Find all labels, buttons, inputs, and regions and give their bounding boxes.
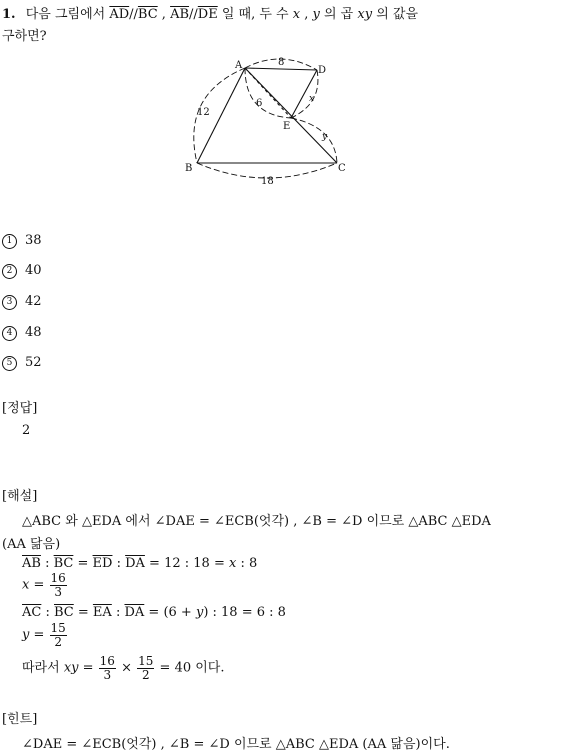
fraction-numerator: 16 (99, 654, 115, 668)
text-run: 의 곱 (319, 7, 358, 22)
choice-mark: 4 (2, 326, 17, 341)
fraction-denominator: 3 (103, 667, 112, 682)
answer-header: [정답] (2, 401, 38, 416)
segment-name: $\overline{AC}$ (22, 605, 42, 620)
hint-text: ∠DAE = ∠ECB(엇각) , ∠B = ∠D 이므로 △ABC △EDA (AA 닮음)이다. (22, 737, 450, 752)
choice-value: 38 (25, 233, 42, 248)
var-x: x (22, 577, 30, 593)
conclusion-suffix: = 40 이다. (155, 660, 225, 676)
conclusion-prefix: 따라서 (22, 660, 64, 676)
choice-mark: 1 (2, 234, 17, 249)
segment-name: $\overline{DA}$ (125, 556, 145, 571)
choice-2[interactable] (2, 263, 42, 279)
equals: = (78, 660, 98, 676)
times-sign: × (116, 660, 137, 676)
segment-name: $\overline{AD}$ (109, 7, 130, 22)
choice-value: 40 (25, 263, 42, 278)
text-run: : 8 (236, 556, 258, 571)
equals: = (29, 577, 49, 593)
geometry-figure (175, 55, 360, 185)
choice-value: 48 (25, 325, 42, 340)
segment-name: $\overline{AB}$ (170, 7, 190, 22)
text-run: : (41, 605, 54, 620)
explanation-conclusion (22, 655, 225, 681)
choice-mark: 2 (2, 264, 17, 279)
segment-name: $\overline{BC}$ (54, 605, 74, 620)
label-e: E (283, 121, 291, 132)
text-run: 의 값을 (372, 7, 419, 22)
text-run: 일 때, 두 수 (217, 7, 293, 22)
var-y: y (22, 627, 30, 643)
text-run: // (189, 7, 198, 22)
fraction-denominator: 2 (141, 667, 150, 682)
length-ae: 6 (256, 98, 263, 109)
fraction-x (50, 572, 67, 598)
explanation-header: [해설] (2, 489, 38, 504)
fraction-16-3 (99, 655, 116, 681)
choice-3[interactable] (2, 294, 42, 310)
length-ad: 8 (278, 57, 285, 68)
segment-name: $\overline{AB}$ (22, 556, 41, 571)
explanation-ratio-1 (22, 556, 257, 571)
var-xy: xy (63, 660, 79, 676)
text-run: = (73, 556, 93, 571)
choice-mark: 3 (2, 295, 17, 310)
segment-name: $\overline{EA}$ (92, 605, 112, 620)
text-run: , (300, 7, 313, 22)
fraction-15-2 (137, 655, 154, 681)
explanation-y-value (22, 622, 68, 648)
choice-value: 52 (25, 355, 42, 370)
explanation-x-value (22, 572, 68, 598)
explanation-line-1b: (AA 닮음) (2, 537, 61, 552)
segment-name: $\overline{BC}$ (53, 556, 74, 571)
segment-ad (245, 68, 317, 70)
question-text (26, 7, 418, 22)
label-a: A (235, 60, 243, 71)
label-c: C (338, 163, 346, 174)
length-bc: 18 (261, 176, 274, 185)
text-run: : (112, 556, 126, 571)
choice-value: 42 (25, 294, 42, 309)
variable: x (292, 7, 301, 22)
text-run: = (73, 605, 93, 620)
equals: = (29, 627, 49, 643)
answer-value: 2 (22, 423, 31, 438)
variable: y (195, 605, 204, 620)
text-run: : (40, 556, 54, 571)
variable: xy (357, 7, 373, 22)
fraction-numerator: 16 (50, 571, 66, 585)
segment-name: $\overline{ED}$ (92, 556, 113, 571)
length-ec: y (322, 132, 328, 142)
choice-4[interactable] (2, 325, 42, 341)
text-run: : (111, 605, 125, 620)
text-run: ) : 18 = 6 : 8 (203, 605, 286, 620)
fraction-numerator: 15 (50, 621, 66, 635)
variable: y (312, 7, 320, 22)
explanation-line-1 (22, 510, 491, 529)
fraction-y (50, 622, 67, 648)
choice-5[interactable] (2, 355, 42, 371)
choice-mark: 5 (2, 356, 17, 371)
segment-name: $\overline{BC}$ (137, 7, 158, 22)
length-de: x (309, 94, 315, 104)
fraction-numerator: 15 (138, 654, 154, 668)
text-run: // (129, 7, 138, 22)
label-d: D (318, 65, 327, 76)
choice-1[interactable] (2, 233, 42, 249)
explanation-ratio-2 (22, 605, 286, 620)
text-run: △ABC 와 △EDA 에서 ∠DAE = ∠ECB(엇각) , ∠B = ∠D 이므로 △ABC △EDA (22, 514, 491, 529)
text-run: , (157, 7, 171, 22)
text-run: 다음 그림에서 (25, 7, 110, 22)
text-run: = (6 + (144, 605, 196, 620)
text-run: = 12 : 18 = (144, 556, 229, 571)
hint-header: [힌트] (2, 712, 38, 727)
question-line-2: 구하면? (2, 29, 47, 44)
question-number: 1. (2, 7, 16, 22)
variable: x (228, 556, 237, 571)
question-line-1 (2, 3, 418, 22)
label-b: B (185, 163, 193, 174)
segment-name: $\overline{DE}$ (197, 7, 218, 22)
segment-name: $\overline{DA}$ (124, 605, 145, 620)
fraction-denominator: 2 (54, 634, 62, 649)
fraction-denominator: 3 (54, 584, 62, 599)
length-ab: 12 (197, 107, 210, 118)
